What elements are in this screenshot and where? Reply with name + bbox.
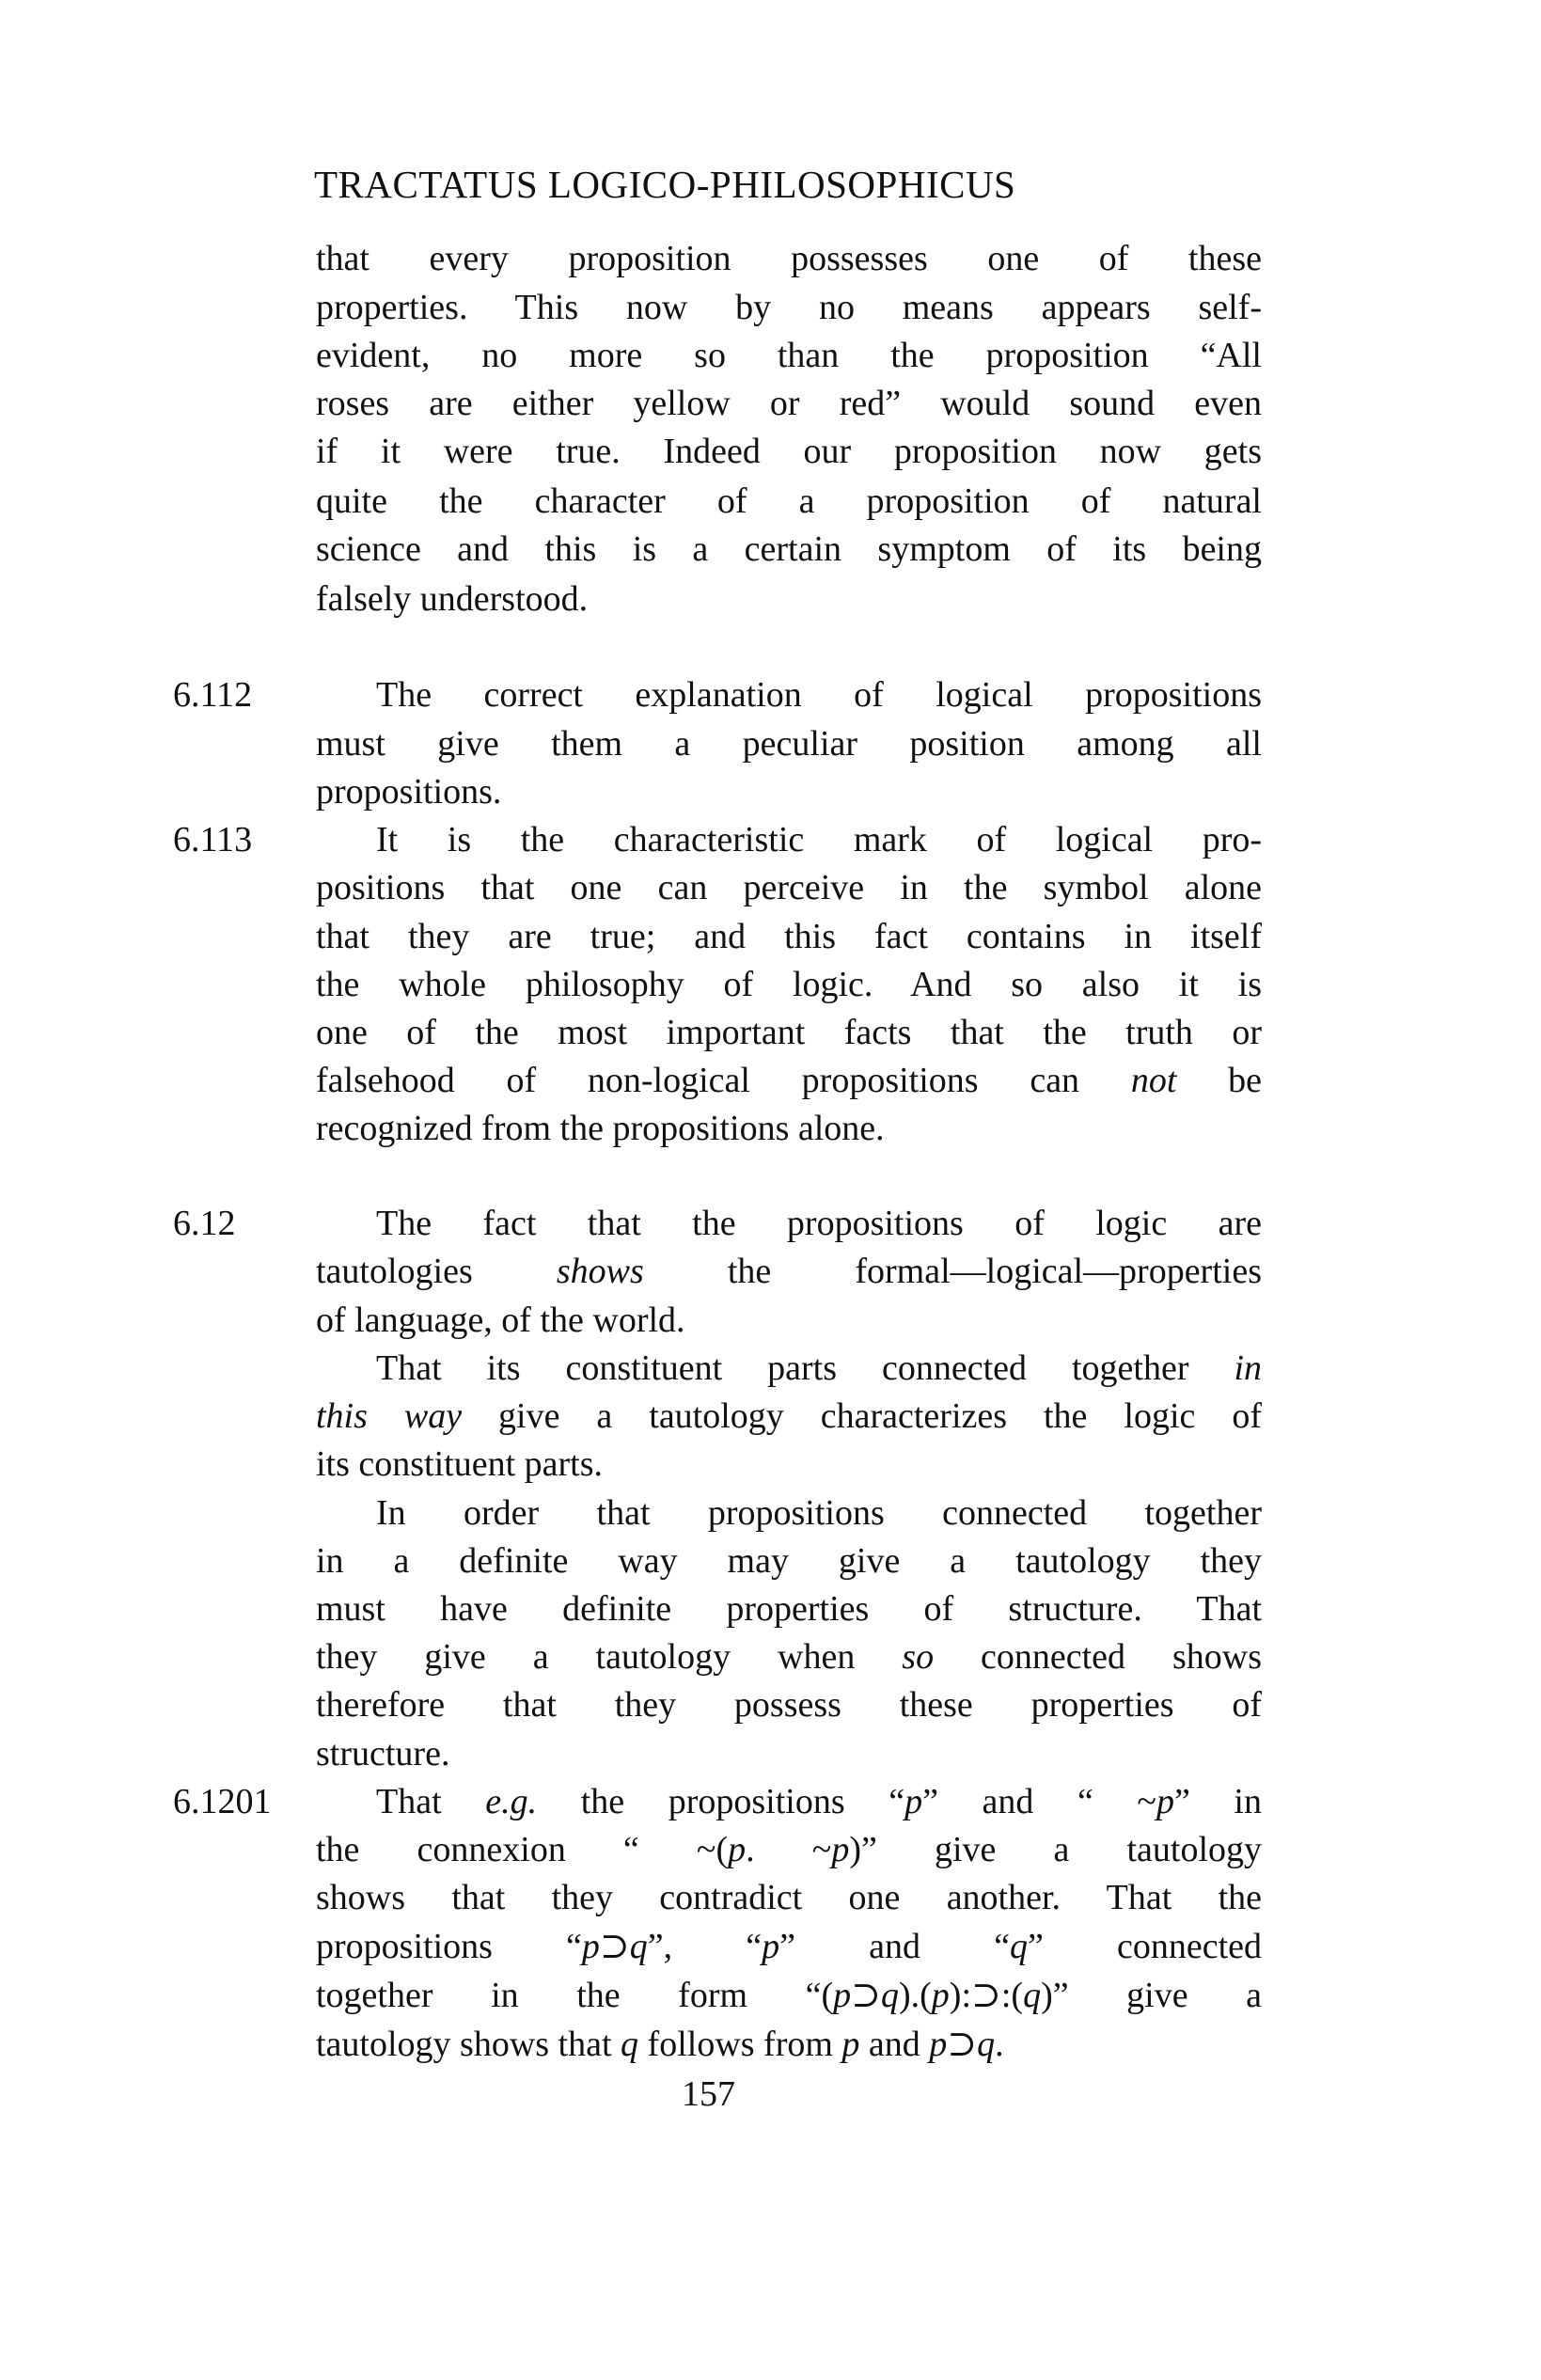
text-line: falsehood of non-logical propositions can not be bbox=[316, 1061, 1262, 1100]
italic-text: p⊃q bbox=[929, 2025, 996, 2064]
text-line: propositions “p⊃q”, “p” and “q” connected bbox=[316, 1927, 1263, 1966]
text-line: its constituent parts. bbox=[316, 1444, 604, 1484]
text-line: evident, no more so than the proposition “All bbox=[316, 336, 1262, 375]
text-line: that every proposition possesses one of these bbox=[316, 239, 1262, 278]
italic-text: p bbox=[831, 1830, 850, 1869]
text-line: roses are either yellow or red” would sound even bbox=[316, 384, 1262, 423]
text-line: shows that they contradict one another. That the bbox=[316, 1878, 1262, 1917]
italic-text: p bbox=[931, 1976, 950, 2015]
text-line: this way give a tautology characterizes the logic of bbox=[316, 1396, 1262, 1436]
text-line: must give them a peculiar position among all bbox=[316, 724, 1262, 764]
text-line: must have definite properties of structure. That bbox=[316, 1589, 1262, 1629]
italic-text: shows bbox=[556, 1252, 644, 1291]
text-line: The fact that the propositions of logic are bbox=[376, 1204, 1262, 1243]
text-line: if it were true. Indeed our proposition now gets bbox=[316, 432, 1262, 471]
text-line: In order that propositions connected together bbox=[376, 1493, 1262, 1533]
text-line: one of the most important facts that the truth or bbox=[316, 1013, 1262, 1052]
italic-text: in bbox=[1234, 1348, 1262, 1388]
proposition-number: 6.113 bbox=[173, 820, 253, 859]
proposition-number: 6.12 bbox=[173, 1204, 236, 1243]
italic-text: q bbox=[621, 2025, 639, 2064]
italic-text: not bbox=[1130, 1061, 1177, 1100]
text-line: positions that one can perceive in the symbol alone bbox=[316, 868, 1262, 907]
italic-text: q bbox=[1009, 1927, 1028, 1966]
text-line: That its constituent parts connected together in bbox=[376, 1348, 1262, 1388]
text-line: tautologies shows the formal—logical—properties bbox=[316, 1252, 1262, 1291]
running-title: TRACTATUS LOGICO-PHILOSOPHICUS bbox=[314, 163, 1016, 206]
text-line: That e.g. the propositions “p” and “ ~p” in bbox=[376, 1782, 1262, 1821]
page-number: 157 bbox=[682, 2074, 735, 2114]
text-line: propositions. bbox=[316, 772, 502, 812]
italic-text: so bbox=[902, 1637, 935, 1677]
proposition-number: 6.112 bbox=[173, 675, 253, 715]
italic-text: p bbox=[1156, 1782, 1174, 1821]
text-line: structure. bbox=[316, 1734, 450, 1773]
text-line: properties. This now by no means appears self- bbox=[316, 288, 1262, 327]
text-line: recognized from the propositions alone. bbox=[316, 1109, 885, 1148]
text-line: of language, of the world. bbox=[316, 1300, 685, 1340]
text-line: therefore that they possess these properties of bbox=[316, 1685, 1262, 1725]
text-line: that they are true; and this fact contains in itself bbox=[316, 917, 1262, 956]
text-line: It is the characteristic mark of logical pro- bbox=[376, 820, 1262, 859]
italic-text: p bbox=[904, 1782, 923, 1821]
text-line: The correct explanation of logical propositions bbox=[376, 675, 1262, 715]
italic-text: p bbox=[728, 1830, 747, 1869]
text-line: together in the form “(p⊃q).(p):⊃:(q)” give a bbox=[316, 1976, 1263, 2015]
italic-text: e.g. bbox=[485, 1782, 538, 1821]
text-line: the whole philosophy of logic. And so also it is bbox=[316, 965, 1262, 1004]
text-line: in a definite way may give a tautology they bbox=[316, 1541, 1262, 1581]
proposition-number: 6.1201 bbox=[173, 1782, 272, 1821]
text-line: the connexion “ ~(p. ~p)” give a tautology bbox=[316, 1830, 1262, 1869]
text-line: science and this is a certain symptom of its being bbox=[316, 529, 1262, 569]
italic-text: p bbox=[841, 2025, 860, 2064]
italic-text: p⊃q bbox=[581, 1927, 648, 1966]
italic-text: p bbox=[762, 1927, 780, 1966]
text-line: quite the character of a proposition of natural bbox=[316, 481, 1262, 521]
italic-text: this way bbox=[316, 1396, 463, 1436]
italic-text: q bbox=[1023, 1976, 1042, 2015]
text-line: they give a tautology when so connected shows bbox=[316, 1637, 1263, 1677]
italic-text: p⊃q bbox=[833, 1976, 899, 2015]
text-line: falsely understood. bbox=[316, 579, 589, 619]
text-line: tautology shows that q follows from p and p⊃q. bbox=[316, 2025, 1004, 2064]
